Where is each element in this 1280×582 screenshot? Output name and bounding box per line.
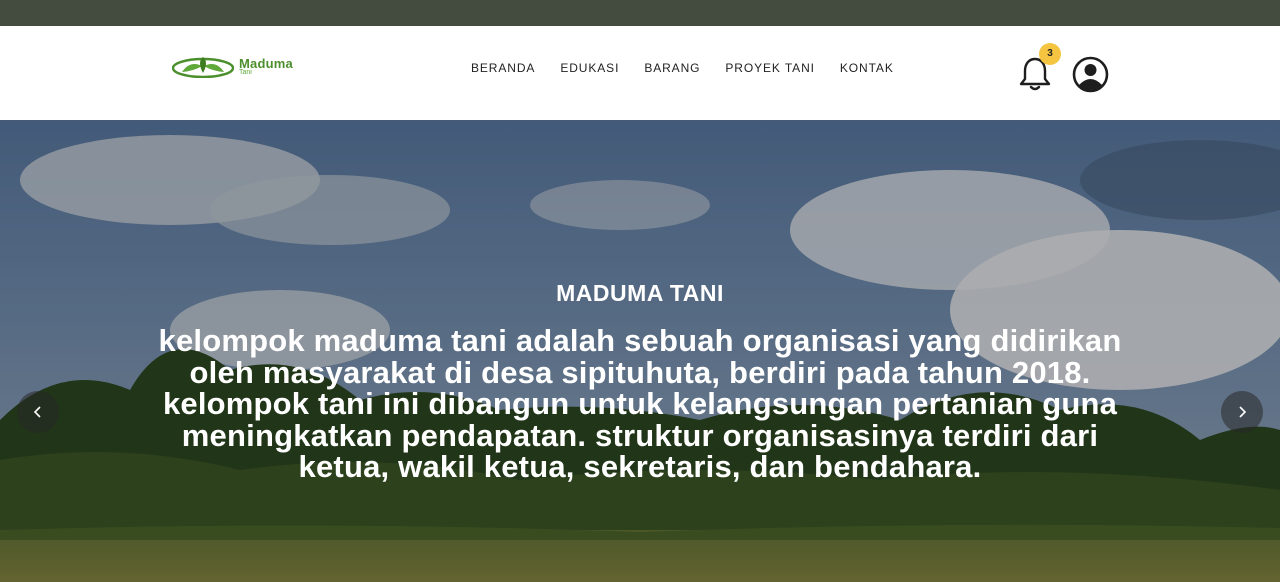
chevron-left-icon <box>31 405 45 419</box>
top-bar <box>0 0 1280 26</box>
nav-item-beranda[interactable]: BERANDA <box>471 61 536 75</box>
site-header <box>0 26 1280 120</box>
chevron-right-icon <box>1235 405 1249 419</box>
hero-carousel <box>0 120 1280 582</box>
nav-item-edukasi[interactable]: EDUKASI <box>560 61 620 75</box>
notification-count-badge: 3 <box>1039 43 1061 65</box>
leaf-logo-icon <box>172 54 234 78</box>
carousel-prev-button[interactable] <box>17 391 59 433</box>
hero-description: kelompok maduma tani adalah sebuah organisasi yang didirikan oleh masyarakat di desa sipituhuta, berdiri pada tahun 2018. kelompok tani ini dibangun untuk kelangsungan pertanian guna meningkatkan pendapatan. struktur organisasinya terdiri dari ketua, wakil ketua, sekretaris, dan bendahara. <box>158 323 1122 484</box>
brand-logo[interactable] <box>172 54 317 80</box>
nav-item-barang[interactable]: BARANG <box>644 61 701 75</box>
brand-name: Maduma <box>239 56 293 71</box>
nav-item-kontak[interactable]: KONTAK <box>839 61 894 75</box>
hero-title: MADUMA TANI <box>556 280 724 306</box>
carousel-next-button[interactable] <box>1221 391 1263 433</box>
main-nav <box>471 61 894 75</box>
user-circle-icon[interactable] <box>1072 56 1109 93</box>
nav-item-proyek-tani[interactable]: PROYEK TANI <box>725 61 815 75</box>
brand-subtitle: Tani <box>239 69 252 76</box>
